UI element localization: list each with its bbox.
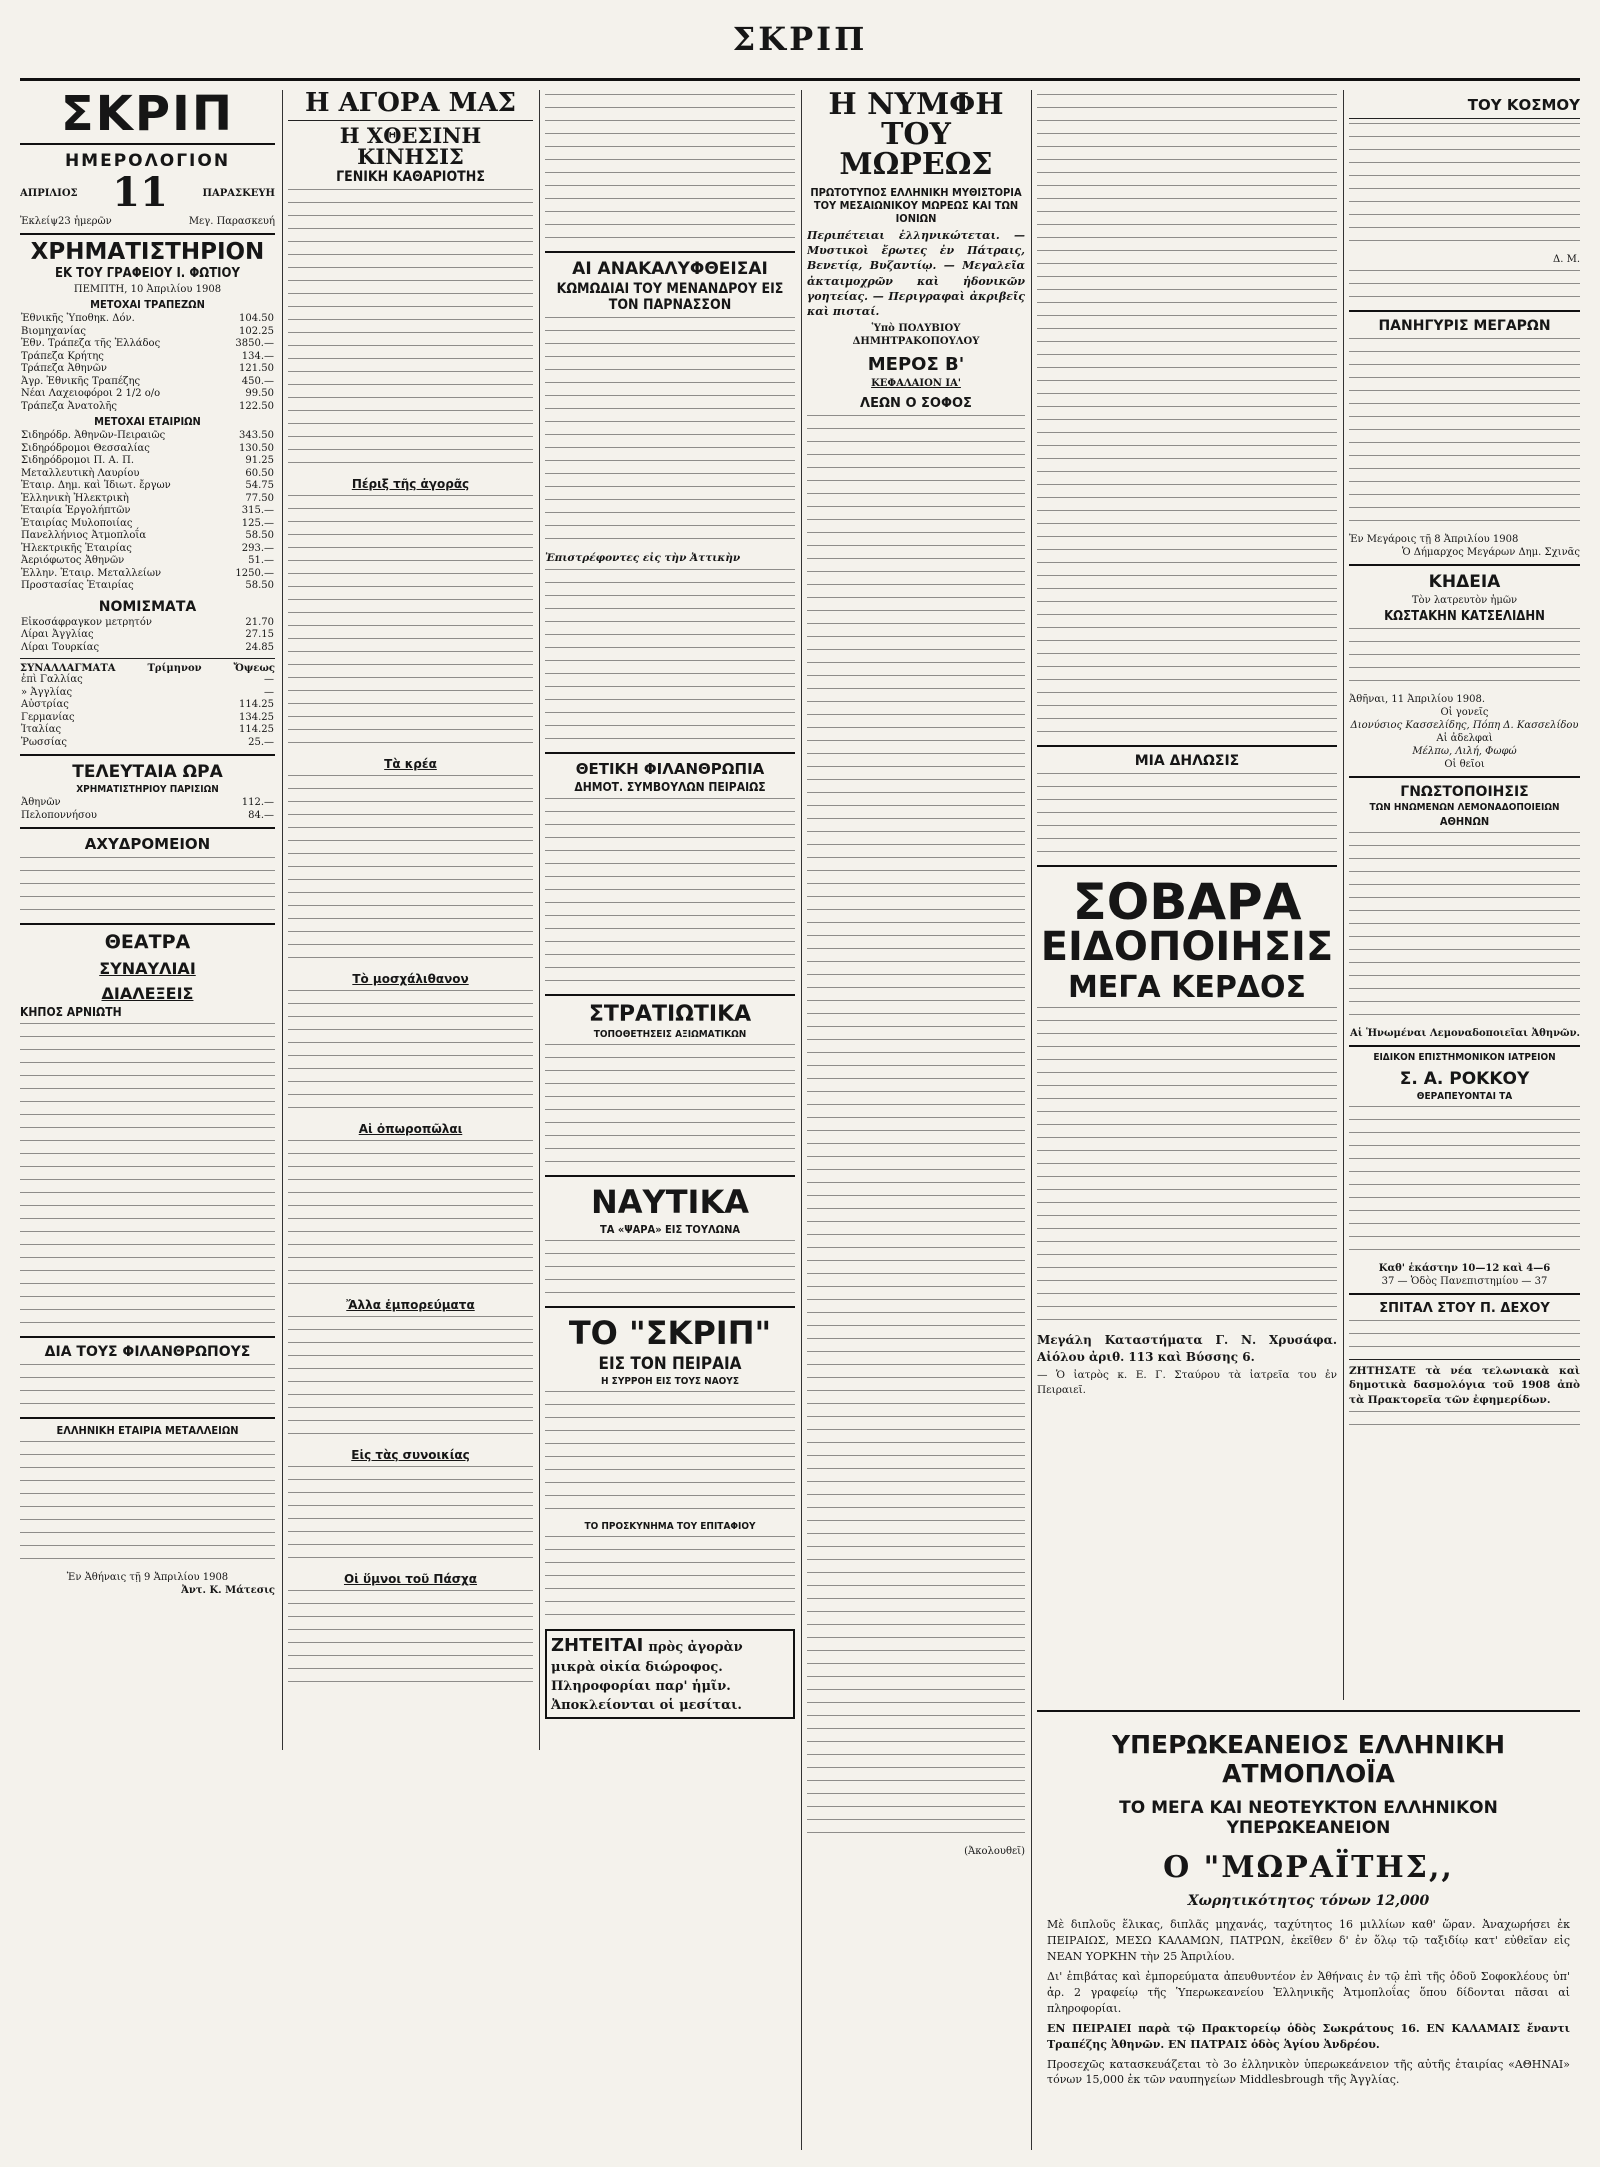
- weekday-label: ΠΑΡΑΣΚΕΥΗ: [202, 187, 275, 199]
- bank-row-value: 134.—: [241, 350, 274, 362]
- ephemeris-heading: ΗΜΕΡΟΛΟΓΙΟΝ: [64, 151, 231, 171]
- company-row-value: 58.50: [245, 580, 274, 591]
- doctor-address: 37 — Ὁδὸς Πανεπιστημίου — 37: [1381, 1276, 1548, 1287]
- declaration-title: ΜΙΑ ΔΗΛΩΣΙΣ: [1134, 753, 1240, 769]
- funeral-uncles: Οἱ θεῖοι: [1444, 759, 1485, 770]
- funeral-parents: Οἱ γονεῖς: [1440, 707, 1489, 718]
- company-row: [20, 430, 275, 443]
- column-divider: [801, 90, 802, 2150]
- wanted-title: ΖΗΤΕΙΤΑΙ: [551, 1635, 644, 1657]
- festival-sign: Ὁ Δήμαρχος Μεγάρων Δημ. Σχινᾶς: [1402, 547, 1580, 558]
- masthead: [20, 20, 1580, 78]
- currency-row-name: Εἰκοσάφραγκον μετρητόν: [21, 616, 152, 628]
- company-row-name: Ἑταιρ. Δημ. καὶ Ἰδιωτ. ἔργων: [21, 480, 171, 491]
- skrip-piraeus-subtitle: ΕΙΣ ΤΟΝ ΠΕΙΡΑΙΑ: [598, 1354, 742, 1375]
- bank-row-name: Τράπεζα Κρήτης: [21, 350, 104, 362]
- festival-title: ΠΑΝΗΓΥΡΙΣ ΜΕΓΑΡΩΝ: [1378, 318, 1551, 334]
- company-row-value: 125.—: [241, 517, 274, 529]
- exchange-row-value: —: [264, 674, 274, 685]
- bank-row: [20, 376, 275, 389]
- currency-row-value: 27.15: [245, 629, 274, 640]
- exchange-row-name: Γερμανίας: [21, 711, 75, 723]
- novel-title-line1: Η ΝΥΜΦΗ: [828, 90, 1004, 122]
- discoveries-subtitle: ΚΩΜΩΔΙΑΙ ΤΟΥ ΜΕΝΑΝΔΡΟΥ ΕΙΣ ΤΟΝ ΠΑΡΝΑΣΣΟΝ: [556, 281, 784, 313]
- naval-subtitle: ΤΑ «ΨΑΡΑ» ΕΙΣ ΤΟΥΛΩΝΑ: [599, 1223, 741, 1237]
- company-row: [20, 455, 275, 468]
- company-row: [20, 568, 275, 581]
- bank-row: [20, 313, 275, 326]
- metal-date: Ἐν Ἀθήναις τῇ 9 Ἀπριλίου 1908: [66, 1572, 229, 1583]
- funeral-intro: Τὸν λατρευτὸν ἡμῶν: [1411, 595, 1518, 606]
- exchange-row: [20, 674, 275, 687]
- bank-row: [20, 363, 275, 376]
- bank-row: [20, 351, 275, 364]
- company-row-name: Ἠλεκτρικῆς Ἑταιρίας: [21, 542, 132, 554]
- company-row-value: 77.50: [245, 492, 274, 504]
- column-divider: [1343, 90, 1344, 1700]
- section-hymns: Οἱ ὕμνοι τοῦ Πάσχα: [343, 1572, 478, 1586]
- notice-headline-3: ΜΕΓΑ ΚΕΡΔΟΣ: [1067, 970, 1307, 1005]
- novel-intro: Περιπέτειαι ἐλληνικώτεται. — Μυστικοὶ ἔρωτες ἐν Πάτραις, Βενετίᾳ, Βυζαντίῳ. — Μεγαλεῖα ἀκταιμοχρῶν καὶ ἡδονικῶν γοητείας. — Περιγραφαὶ ἀκριβεῖς καὶ πισταί.: [807, 229, 1025, 318]
- company-row: [20, 468, 275, 481]
- market-subtitle: Η ΧΘΕΣΙΝΗ ΚΙΝΗΣΙΣ: [339, 123, 482, 169]
- concerts-title: ΣΥΝΑΥΛΙΑΙ: [99, 959, 196, 978]
- bourse-date: ΠΕΜΠΤΗ, 10 Ἀπριλίου 1908: [73, 284, 222, 295]
- lasthour-subtitle: ΧΡΗΜΑΤΙΣΤΗΡΙΟΥ ΠΑΡΙΣΙΩΝ: [76, 784, 219, 795]
- column-divider: [539, 90, 540, 1750]
- bank-row-value: 450.—: [241, 375, 274, 387]
- company-row-value: 1250.—: [235, 567, 274, 579]
- announce-subtitle: ΤΩΝ ΗΝΩΜΕΝΩΝ ΛΕΜΟΝΑΔΟΠΟΙΕΙΩΝ: [1369, 802, 1560, 813]
- ship-tonnage: Χωρητικότητος τόνων 12,000: [1187, 1893, 1430, 1909]
- company-row-value: 58.50: [245, 530, 274, 541]
- column-5: [1037, 90, 1337, 1700]
- novel-chapter-title: ΛΕΩΝ Ο ΣΟΦΟΣ: [860, 396, 972, 412]
- currency-row-name: Λίραι Τουρκίας: [21, 641, 100, 653]
- exchange-row-name: Αὐστρίας: [21, 699, 69, 710]
- world-sign: Δ. Μ.: [1553, 254, 1580, 265]
- announce-city: ΑΘΗΝΩΝ: [1439, 815, 1490, 828]
- shipping-text-1: Μὲ διπλοῦς ἕλικας, διπλᾶς μηχανάς, ταχύτητος 16 μιλλίων καθ' ὥραν. Ἀναχωρήσει ἐκ ΠΕΙΡΑΙΩΣ, ΜΕΣΩ ΚΑΛΑΜΩΝ, ΠΑΤΡΩΝ, ἐκεῖθεν δ' ἐν ὅλῳ τῷ ταξιδίῳ κατ' εὐθεῖαν εἰς ΝΕΑΝ ΥΟΡΚΗΝ τὴν 25 Ἀπριλίου.: [1047, 1918, 1570, 1963]
- exchange-row-value: 114.25: [239, 699, 274, 710]
- army-title: ΣΤΡΑΤΙΩΤΙΚΑ: [588, 1002, 752, 1028]
- section-other-goods: Ἄλλα ἐμπορεύματα: [346, 1298, 475, 1312]
- currency-row: [20, 642, 275, 655]
- company-row: [20, 543, 275, 556]
- shipping-subtitle: ΤΟ ΜΕΓΑ ΚΑΙ ΝΕΟΤΕΥΚΤΟΝ ΕΛΛΗΝΙΚΟΝ ΥΠΕΡΩΚΕΑΝΕΙΟΝ: [1119, 1798, 1498, 1838]
- doctor-name: Σ. Α. ΡΟΚΚΟΥ: [1399, 1069, 1530, 1089]
- month-label: ΑΠΡΙΛΙΟΣ: [20, 187, 78, 199]
- section-veal: Τὸ μοσχάλιθανον: [352, 972, 469, 986]
- doctor-note: — Ὁ ἰατρὸς κ. Ε. Γ. Σταύρου τὰ ἰατρεῖα του ἐν Πειραιεῖ.: [1037, 1369, 1337, 1396]
- novel-continued: (Ἀκολουθεῖ): [964, 1846, 1025, 1858]
- exchange-header: [20, 663, 275, 674]
- company-row-value: 91.25: [245, 455, 274, 466]
- bank-row-name: Ἀγρ. Ἐθνικῆς Τραπέζης: [21, 375, 141, 387]
- market-subtitle-2: ΓΕΝΙΚΗ ΚΑΘΑΡΙΟΤΗΣ: [336, 169, 485, 185]
- currency-row-value: 24.85: [245, 641, 274, 653]
- funeral-sisters-names: Μέλπω, Λιλή, Φωφώ: [1412, 746, 1517, 757]
- lasthour-row-name: Ἀθηνῶν: [21, 797, 61, 808]
- currency-row: [20, 617, 275, 630]
- funeral-title: ΚΗΔΕΙΑ: [1428, 572, 1501, 592]
- day-number: 11: [112, 169, 168, 216]
- company-row-value: 60.50: [245, 467, 274, 479]
- currency-row-value: 21.70: [245, 616, 274, 628]
- bank-row-name: Ἐθνικῆς Ὑποθηκ. Δόν.: [21, 313, 135, 324]
- exchange-row-name: ἐπὶ Γαλλίας: [21, 674, 83, 685]
- world-title: ΤΟΥ ΚΟΣΜΟΥ: [1467, 96, 1580, 114]
- discoveries-quote: Ἐπιστρέφοντες εἰς τὴν Ἀττικὴν: [545, 552, 741, 564]
- company-row-name: Σιδηρόδρ. Ἀθηνῶν-Πειραιῶς: [21, 430, 166, 441]
- company-row-name: Ἀεριόφωτος Ἀθηνῶν: [21, 555, 125, 566]
- company-row-name: Ἑταιρίας Μυλοποιίας: [21, 517, 133, 529]
- lasthour-table: [20, 797, 275, 822]
- lectures-title: ΔΙΑΛΕΞΕΙΣ: [101, 984, 194, 1003]
- lasthour-row: [20, 810, 275, 823]
- bank-shares-table: [20, 313, 275, 413]
- bank-row-value: 104.50: [239, 313, 274, 324]
- exchange-table: [20, 674, 275, 749]
- company-shares-title: ΜΕΤΟΧΑΙ ΕΤΑΙΡΙΩΝ: [94, 415, 201, 428]
- company-row: [20, 555, 275, 568]
- exchange-title: ΣΥΝΑΛΛΑΓΜΑΤΑ: [20, 663, 116, 674]
- ship-name: Ο "ΜΩΡΑΪΤΗΣ,,: [1163, 1850, 1454, 1885]
- company-row: [20, 580, 275, 593]
- company-row: [20, 493, 275, 506]
- bank-row-value: 122.50: [239, 400, 274, 412]
- column-1: [20, 90, 275, 1750]
- notice-headline-1: ΣΟΒΑΡΑ: [1072, 873, 1302, 931]
- bank-row-value: 3850.—: [235, 338, 274, 349]
- doctor-hours: Καθ' ἑκάστην 10—12 καὶ 4—6: [1378, 1263, 1551, 1274]
- bank-row-name: Ἐθν. Τράπεζα τῆς Ἑλλάδος: [21, 338, 161, 349]
- section-neighborhoods: Εἰς τὰς συνοικίας: [351, 1448, 470, 1462]
- company-row-name: Μεταλλευτικὴ Λαυρίου: [21, 467, 140, 479]
- lasthour-row-value: 84.—: [248, 809, 274, 821]
- metal-company-title: ΕΛΛΗΝΙΚΗ ΕΤΑΙΡΙΑ ΜΕΤΑΛΛΕΙΩΝ: [56, 1424, 239, 1437]
- novel-author: Ὑπὸ ΠΟΛΥΒΙΟΥ ΔΗΜΗΤΡΑΚΟΠΟΥΛΟΥ: [852, 323, 980, 348]
- bank-row-name: Νέαι Λαχειοφόροι 2 1/2 ο/ο: [21, 388, 161, 399]
- bank-row-value: 99.50: [245, 388, 274, 399]
- notice-headline-2: ΕΙΔΟΠΟΙΗΣΙΣ: [1040, 924, 1334, 970]
- epitaph-title: ΤΟ ΠΡΟΣΚΥΝΗΜΑ ΤΟΥ ΕΠΙΤΑΦΙΟΥ: [584, 1521, 756, 1533]
- column-4: [807, 90, 1025, 2150]
- bank-shares-title: ΜΕΤΟΧΑΙ ΤΡΑΠΕΖΩΝ: [90, 298, 205, 311]
- bank-row-name: Τράπεζα Ἀθηνῶν: [21, 363, 107, 374]
- shipping-title: ΥΠΕΡΩΚΕΑΝΕΙΟΣ ΕΛΛΗΝΙΚΗ ΑΤΜΟΠΛΟΪΑ: [1111, 1730, 1506, 1788]
- bank-row-name: Τράπεζα Ἀνατολῆς: [21, 400, 117, 412]
- naval-title: ΝΑΥΤΙΚΑ: [590, 1183, 749, 1222]
- discoveries-title: ΑΙ ΑΝΑΚΑΛΥΦΘΕΙΣΑΙ: [572, 259, 768, 279]
- currency-table: [20, 617, 275, 655]
- company-row-name: Ἑλλην. Ἑταιρ. Μεταλλείων: [21, 567, 162, 579]
- masthead-rule: [20, 78, 1580, 81]
- market-title: Η ΑΓΟΡΑ ΜΑΣ: [304, 90, 516, 118]
- shop-title: ΣΠΙΤΑΛ ΣΤΟΥ Π. ΔΕΧΟΥ: [1379, 1301, 1550, 1316]
- bank-row: [20, 388, 275, 401]
- funeral-name: ΚΩΣΤΑΚΗΝ ΚΑΤΣΕΛΙΔΗΝ: [1384, 609, 1545, 624]
- company-row: [20, 443, 275, 456]
- exchange-row-value: 114.25: [239, 724, 274, 735]
- exchange-row-name: Ἰταλίας: [21, 724, 62, 735]
- exchange-row: [20, 699, 275, 712]
- company-row-value: 54.75: [245, 480, 274, 491]
- column-3: [545, 90, 795, 1750]
- novel-title-line2: ΤΟΥ ΜΩΡΕΩΣ: [839, 117, 993, 182]
- company-row-name: Σιδηρόδρομοι Θεσσαλίας: [21, 442, 150, 454]
- lasthour-title: ΤΕΛΕΥΤΑΙΑ ΩΡΑ: [72, 762, 223, 782]
- bank-row: [20, 338, 275, 351]
- paper-title: ΣΚΡΙΠ: [60, 90, 235, 142]
- exchange-row: [20, 724, 275, 737]
- exchange-col-2: Ὄψεως: [233, 663, 275, 674]
- company-row-value: 343.50: [239, 430, 274, 441]
- company-row: [20, 530, 275, 543]
- funeral-sisters: Αἱ ἀδελφαὶ: [1436, 733, 1493, 744]
- doctor-heading: ΕΙΔΙΚΟΝ ΕΠΙΣΤΗΜΟΝΙΚΟΝ ΙΑΤΡΕΙΟΝ: [1373, 1052, 1556, 1063]
- exchange-col-1: Τρίμηνον: [147, 663, 202, 674]
- lasthour-row-name: Πελοποννήσου: [21, 809, 97, 821]
- metal-sign: Ἀντ. Κ. Μάτεσις: [181, 1585, 275, 1596]
- company-row: [20, 518, 275, 531]
- exchange-row: [20, 712, 275, 725]
- bourse-title: ΧΡΗΜΑΤΙΣΤΗΡΙΟΝ: [30, 239, 265, 265]
- charity-article-subtitle: ΔΗΜΟΤ. ΣΥΜΒΟΥΛΩΝ ΠΕΙΡΑΙΩΣ: [574, 780, 766, 795]
- bank-row: [20, 401, 275, 414]
- exchange-row-name: Ῥωσσίας: [21, 736, 67, 748]
- shipping-text-2: Δι' ἐπιβάτας καὶ ἐμπορεύματα ἀπευθυντέον ἐν Ἀθήναις ἐν τῷ ἐπὶ τῆς ὁδοῦ Σοφοκλέους ὑπ' ἀρ. 2 γραφείῳ τῆς Ὑπερωκεανείου Ἑλληνικῆς Ἀτμοπλοΐας ὅπου δίδονται πᾶσαι αἱ πληροφορίαι.: [1047, 1969, 1570, 2015]
- wanted-ad: [545, 1629, 795, 1719]
- exchange-row-value: 25.—: [248, 736, 274, 748]
- bourse-subtitle: ΕΚ ΤΟΥ ΓΡΑΦΕΙΟΥ Ι. ΦΩΤΙΟΥ: [55, 266, 240, 281]
- company-row: [20, 505, 275, 518]
- section-fruit: Αἱ ὀπωροπῶλαι: [358, 1122, 463, 1136]
- bank-row-value: 121.50: [239, 363, 274, 374]
- exchange-row: [20, 737, 275, 750]
- column-divider: [282, 90, 283, 1750]
- wanted-note: ΖΗΤΗΣΑΤΕ τὰ νέα τελωνιακὰ καὶ δημοτικὰ δασμολόγια τοῦ 1908 ἀπὸ τὰ Πρακτορεῖα τῶν ἐφημερίδων.: [1349, 1365, 1580, 1406]
- company-row-value: 315.—: [241, 505, 274, 516]
- company-row-value: 51.—: [248, 555, 274, 566]
- company-shares-table: [20, 430, 275, 593]
- date-box: [20, 169, 275, 216]
- company-row-name: Ἑλληνικὴ Ἠλεκτρικὴ: [21, 492, 129, 504]
- bank-row-value: 102.25: [239, 325, 274, 337]
- exchange-row-value: —: [264, 686, 274, 698]
- exchange-row: [20, 687, 275, 700]
- notice-brand: Μεγάλη Καταστήματα Γ. Ν. Χρυσάφα. Αἰόλου ἀριθ. 113 καὶ Βύσσης 6.: [1037, 1333, 1337, 1364]
- currency-title: ΝΟΜΙΣΜΑΤΑ: [98, 598, 197, 615]
- currency-row-name: Λίραι Ἀγγλίας: [21, 629, 94, 640]
- skrip-piraeus-title: ΤΟ "ΣΚΡΙΠ": [568, 1314, 772, 1353]
- date-line-left: Ἐκλείψ23 ἡμερῶν: [20, 216, 112, 227]
- shipping-advertisement: [1037, 1710, 1580, 2122]
- theatre-title: ΘΕΑΤΡΑ: [104, 931, 191, 953]
- novel-chapter: ΚΕΦΑΛΑΙΟΝ ΙΑ': [871, 378, 961, 390]
- column-2: [288, 90, 533, 1750]
- mail-title: ΑΧΥΔΡΟΜΕΙΟΝ: [84, 835, 211, 853]
- announce-title: ΓΝΩΣΤΟΠΟΙΗΣΙΣ: [1400, 784, 1529, 800]
- kipos-title: ΚΗΠΟΣ ΑΡΝΙΩΤΗ: [20, 1005, 122, 1019]
- charity-title: ΔΙΑ ΤΟΥΣ ΦΙΛΑΝΘΡΩΠΟΥΣ: [44, 1344, 251, 1360]
- company-row: [20, 480, 275, 493]
- shipping-text-4: Προσεχῶς κατασκευάζεται τὸ 3ο ἑλληνικὸν ὑπερωκεάνειον τῆς αὐτῆς ἑταιρίας «ΑΘΗΝΑΙ» τόνων 15,000 ἐκ τῶν ναυπηγείων Middlesbrough τῆς Ἀγγλίας.: [1047, 2057, 1570, 2087]
- army-subtitle: ΤΟΠΟΘΕΤΗΣΕΙΣ ΑΞΙΩΜΑΤΙΚΩΝ: [593, 1029, 747, 1041]
- charity-article-title: ΘΕΤΙΚΗ ΦΙΛΑΝΘΡΩΠΙΑ: [575, 760, 765, 779]
- company-row-name: Πανελλήνιος Ἀτμοπλοΐα: [21, 530, 147, 541]
- lasthour-row-value: 112.—: [241, 797, 274, 808]
- section-market: Πέριξ τῆς ἀγορᾶς: [351, 477, 470, 491]
- exchange-row-name: » Ἀγγλίας: [21, 686, 73, 698]
- company-row-name: Σιδηρόδρομοι Π. Α. Π.: [21, 455, 134, 466]
- novel-part: ΜΕΡΟΣ Β': [867, 354, 965, 376]
- doctor-subtitle: ΘΕΡΑΠΕΥΟΝΤΑΙ ΤΑ: [1416, 1091, 1513, 1102]
- wanted-text: πρὸς ἀγορὰν μικρὰ οἰκία διώροφος. Πληροφορίαι παρ' ἡμῖν. Ἀποκλείονται οἱ μεσίται.: [551, 1640, 743, 1714]
- company-row-name: Προστασίας Ἑταιρίας: [21, 580, 134, 591]
- date-line-right: Μεγ. Παρασκευή: [188, 216, 275, 227]
- section-meat: Τὰ κρέα: [384, 757, 437, 771]
- currency-row: [20, 629, 275, 642]
- festival-date: Ἐν Μεγάροις τῇ 8 Ἀπριλίου 1908: [1349, 534, 1519, 545]
- announce-sign: Αἱ Ἡνωμέναι Λεμοναδοποιεῖαι Ἀθηνῶν.: [1350, 1028, 1580, 1039]
- company-row-name: Ἑταιρία Ἐργολήπτῶν: [21, 505, 131, 516]
- funeral-date: Ἀθῆναι, 11 Ἀπριλίου 1908.: [1349, 694, 1486, 705]
- column-6: [1349, 90, 1580, 1700]
- funeral-parents-names: Διονύσιος Κασσελίδης, Πόπη Δ. Κασσελίδου: [1350, 720, 1579, 731]
- skrip-piraeus-subtitle-2: Η ΣΥΡΡΟΗ ΕΙΣ ΤΟΥΣ ΝΑΟΥΣ: [601, 1376, 739, 1388]
- bank-row: [20, 326, 275, 339]
- shipping-text-3: ΕΝ ΠΕΙΡΑΙΕΙ παρὰ τῷ Πρακτορείῳ ὁδὸς Σωκράτους 16. ΕΝ ΚΑΛΑΜΑΙΣ ἔναντι Τραπέζης Ἀθηνῶν. ΕΝ ΠΑΤΡΑΙΣ ὁδὸς Ἁγίου Ἀνδρέου.: [1047, 2021, 1570, 2051]
- bank-row-name: Βιομηχανίας: [21, 325, 86, 337]
- masthead-title: ΣΚΡΙΠ: [732, 20, 868, 58]
- company-row-value: 293.—: [241, 542, 274, 554]
- lasthour-row: [20, 797, 275, 810]
- novel-subtitle: ΠΡΩΤΟΤΥΠΟΣ ΕΛΛΗΝΙΚΗ ΜΥΘΙΣΤΟΡΙΑ ΤΟΥ ΜΕΣΑΙΩΝΙΚΟΥ ΜΩΡΕΩΣ ΚΑΙ ΤΩΝ ΙΟΝΙΩΝ: [810, 186, 1022, 225]
- column-divider: [1031, 90, 1032, 2150]
- exchange-row-value: 134.25: [239, 711, 274, 723]
- newspaper-page: [20, 20, 1580, 2150]
- company-row-value: 130.50: [239, 442, 274, 454]
